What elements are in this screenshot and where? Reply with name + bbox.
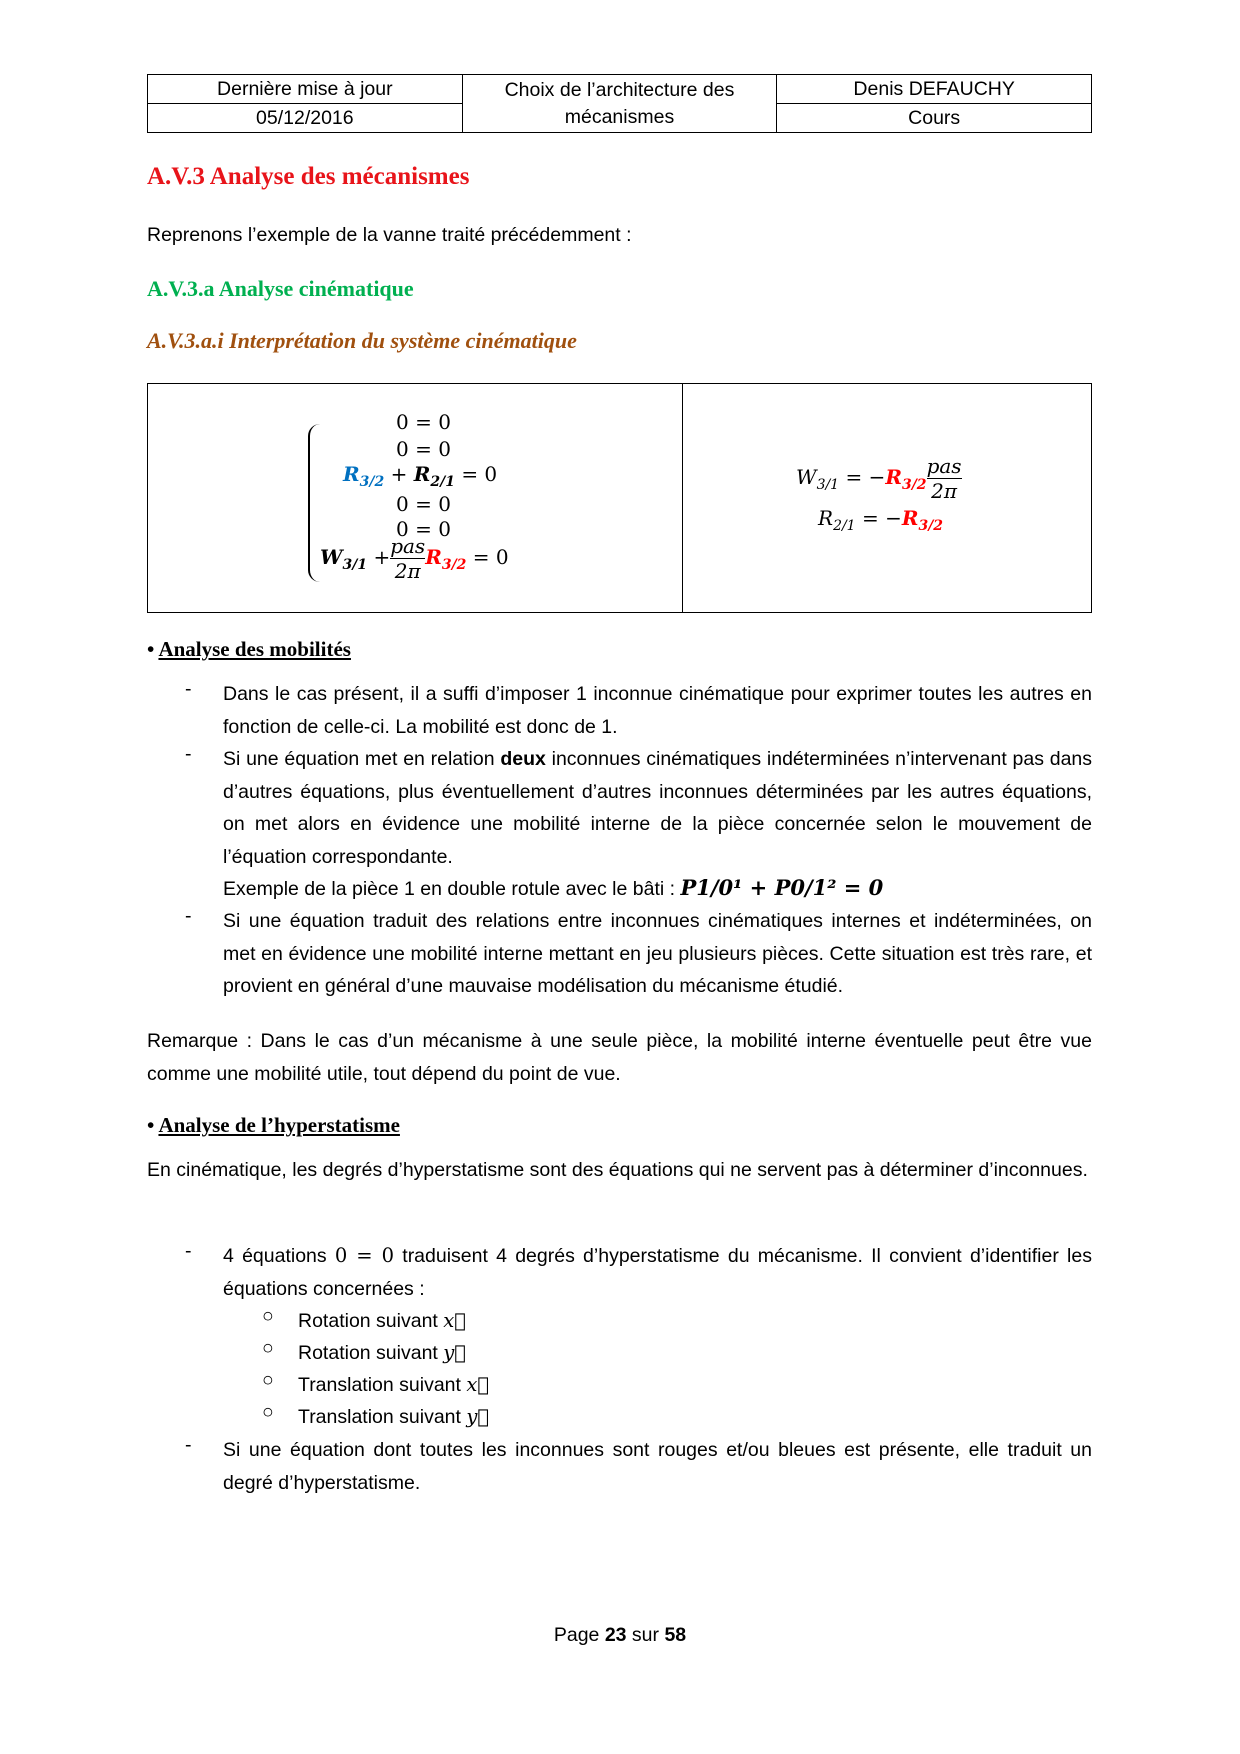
b1-math: 0 = 0 [334, 1244, 395, 1267]
footer-page-number: 23 [604, 1624, 627, 1646]
r32-sub: 3/2 [918, 518, 944, 534]
intro-text: Reprenons l’exemple de la vanne traité précédemment : [147, 224, 632, 246]
equation-3 [343, 462, 497, 490]
mobilites-bullet-1: Dans le cas présent, il a suffi d’imposer 1 inconnue cinématique pour exprimer toutes les autres en fonction de celle-ci. La mobilité est donc de 1. [223, 683, 1092, 738]
fraction-num: pas [926, 454, 962, 478]
circle-bullet: ○ [262, 1305, 274, 1327]
equation-1: 0 = 0 [396, 410, 451, 434]
r32: R [901, 506, 919, 530]
footer-sur: sur [626, 1624, 665, 1646]
eq: = − [845, 465, 886, 489]
fraction [927, 454, 962, 503]
header-doc-type: Cours [777, 104, 1092, 133]
w31: W [320, 545, 343, 569]
vector-x: x⃗ [443, 1309, 466, 1332]
equation-4: 0 = 0 [396, 492, 451, 516]
header-updated-label: Dernière mise à jour [148, 75, 463, 104]
r21-sub: 2/1 [833, 518, 856, 534]
w31-sub: 3/1 [342, 557, 368, 573]
plus: + [373, 545, 391, 569]
equation-5: 0 = 0 [396, 517, 451, 541]
example-text: Exemple de la pièce 1 en double rotule avec le bâti : [223, 878, 681, 900]
eqz: = 0 [461, 462, 498, 486]
b2-bold: deux [500, 748, 546, 770]
r32: R [885, 465, 902, 489]
box-divider [682, 384, 683, 612]
dash-bullet: - [185, 1240, 192, 1262]
sub-item [298, 1337, 466, 1370]
footer-total: 58 [664, 1624, 687, 1646]
fraction [390, 534, 425, 583]
vector-x: x⃗ [466, 1373, 490, 1396]
r32-sub: 3/2 [901, 477, 927, 493]
eq: = − [861, 506, 902, 530]
result-1 [796, 454, 962, 503]
sub-text: Translation suivant [298, 1406, 467, 1428]
dash-bullet: - [185, 743, 192, 765]
r32-sub: 3/2 [441, 557, 467, 573]
mobilites-bullet-3: Si une équation traduit des relations entre inconnues cinématiques internes et indéterminées, on met en évidence une mobilité interne mettant en jeu plusieurs pièces. Cette situation est très rare, et provient en général d’une mauvaise modélisation du mécanisme étudié. [223, 910, 1092, 997]
header-table [147, 74, 1092, 133]
section-hyper-title: Analyse de l’hyperstatisme [158, 1113, 400, 1137]
example-math: P1/0¹ + P0/1² = 0 [680, 875, 884, 900]
vector-y: y⃗ [443, 1341, 466, 1364]
r21: R [818, 506, 834, 530]
dash-bullet: - [185, 905, 192, 927]
header-date: 05/12/2016 [148, 104, 463, 133]
kinematic-system-box [147, 383, 1092, 613]
mobilites-example [223, 872, 883, 906]
vector-y: y⃗ [466, 1405, 490, 1428]
system-brace [308, 424, 320, 582]
sub-text: Rotation suivant [298, 1310, 444, 1332]
hyper-intro: En cinématique, les degrés d’hyperstatisme sont des équations qui ne servent pas à déterminer d’inconnues. [147, 1159, 1088, 1181]
r32: R [425, 545, 442, 569]
section-mobilites: • Analyse des mobilités [147, 637, 351, 661]
w31-sub: 3/1 [816, 477, 840, 493]
circle-bullet: ○ [262, 1401, 274, 1423]
r32: R [343, 462, 360, 486]
b2-text-b: inconnues cinématiques indéterminées n’intervenant pas dans d’autres équations, plus éventuellement d’autres inconnues déterminées par les autres équations, on met alors en évidence une mobilité interne de la pièce concernée selon le mouvement de l’équation correspondante. [223, 748, 1093, 868]
sub-item [298, 1369, 489, 1402]
eqz: = 0 [472, 545, 509, 569]
sub-item [298, 1401, 489, 1434]
fraction-den: 2π [394, 559, 421, 583]
circle-bullet: ○ [262, 1337, 274, 1359]
page-footer [0, 1624, 1240, 1647]
plus: + [390, 462, 408, 486]
remarque: Remarque : Dans le cas d’un mécanisme à une seule pièce, la mobilité interne éventuelle peut être vue comme une mobilité utile, tout dépend du point de vue. [147, 1030, 1092, 1085]
sub-text: Rotation suivant [298, 1342, 444, 1364]
mobilites-bullet-2 [223, 743, 1092, 873]
heading-2: A.V.3.a Analyse cinématique [147, 276, 414, 301]
r32-sub: 3/2 [359, 474, 385, 490]
heading-3: A.V.3.a.i Interprétation du système cinématique [147, 328, 577, 353]
circle-bullet: ○ [262, 1369, 274, 1391]
b1-a: 4 équations [223, 1245, 335, 1267]
equation-2: 0 = 0 [396, 437, 451, 461]
heading-1: A.V.3 Analyse des mécanismes [147, 163, 470, 190]
result-2 [818, 506, 943, 534]
w31: W [796, 465, 817, 489]
header-title: Choix de l’architecture des mécanismes [462, 75, 777, 133]
r21-sub: 2/1 [430, 474, 455, 490]
section-mobilites-title: Analyse des mobilités [158, 637, 351, 661]
footer-page: Page [553, 1624, 605, 1646]
r21: R [413, 462, 431, 486]
b2-text-a: Si une équation met en relation [223, 748, 501, 770]
hyper-bullet-1 [223, 1240, 1092, 1305]
dash-bullet: - [185, 678, 192, 700]
b1-b: traduisent 4 degrés d’hyperstatisme du mécanisme. Il convient d’identifier les équations concernées : [223, 1245, 1092, 1300]
equation-6 [320, 534, 509, 583]
section-hyperstatisme: • Analyse de l’hyperstatisme [147, 1113, 400, 1137]
dash-bullet: - [185, 1434, 192, 1456]
sub-text: Translation suivant [298, 1374, 467, 1396]
fraction-num: pas [390, 534, 426, 558]
hyper-bullet-2: Si une équation dont toutes les inconnues sont rouges et/ou bleues est présente, elle traduit un degré d’hyperstatisme. [223, 1439, 1092, 1494]
fraction-den: 2π [931, 479, 957, 503]
sub-item [298, 1305, 466, 1338]
header-author: Denis DEFAUCHY [777, 75, 1092, 104]
